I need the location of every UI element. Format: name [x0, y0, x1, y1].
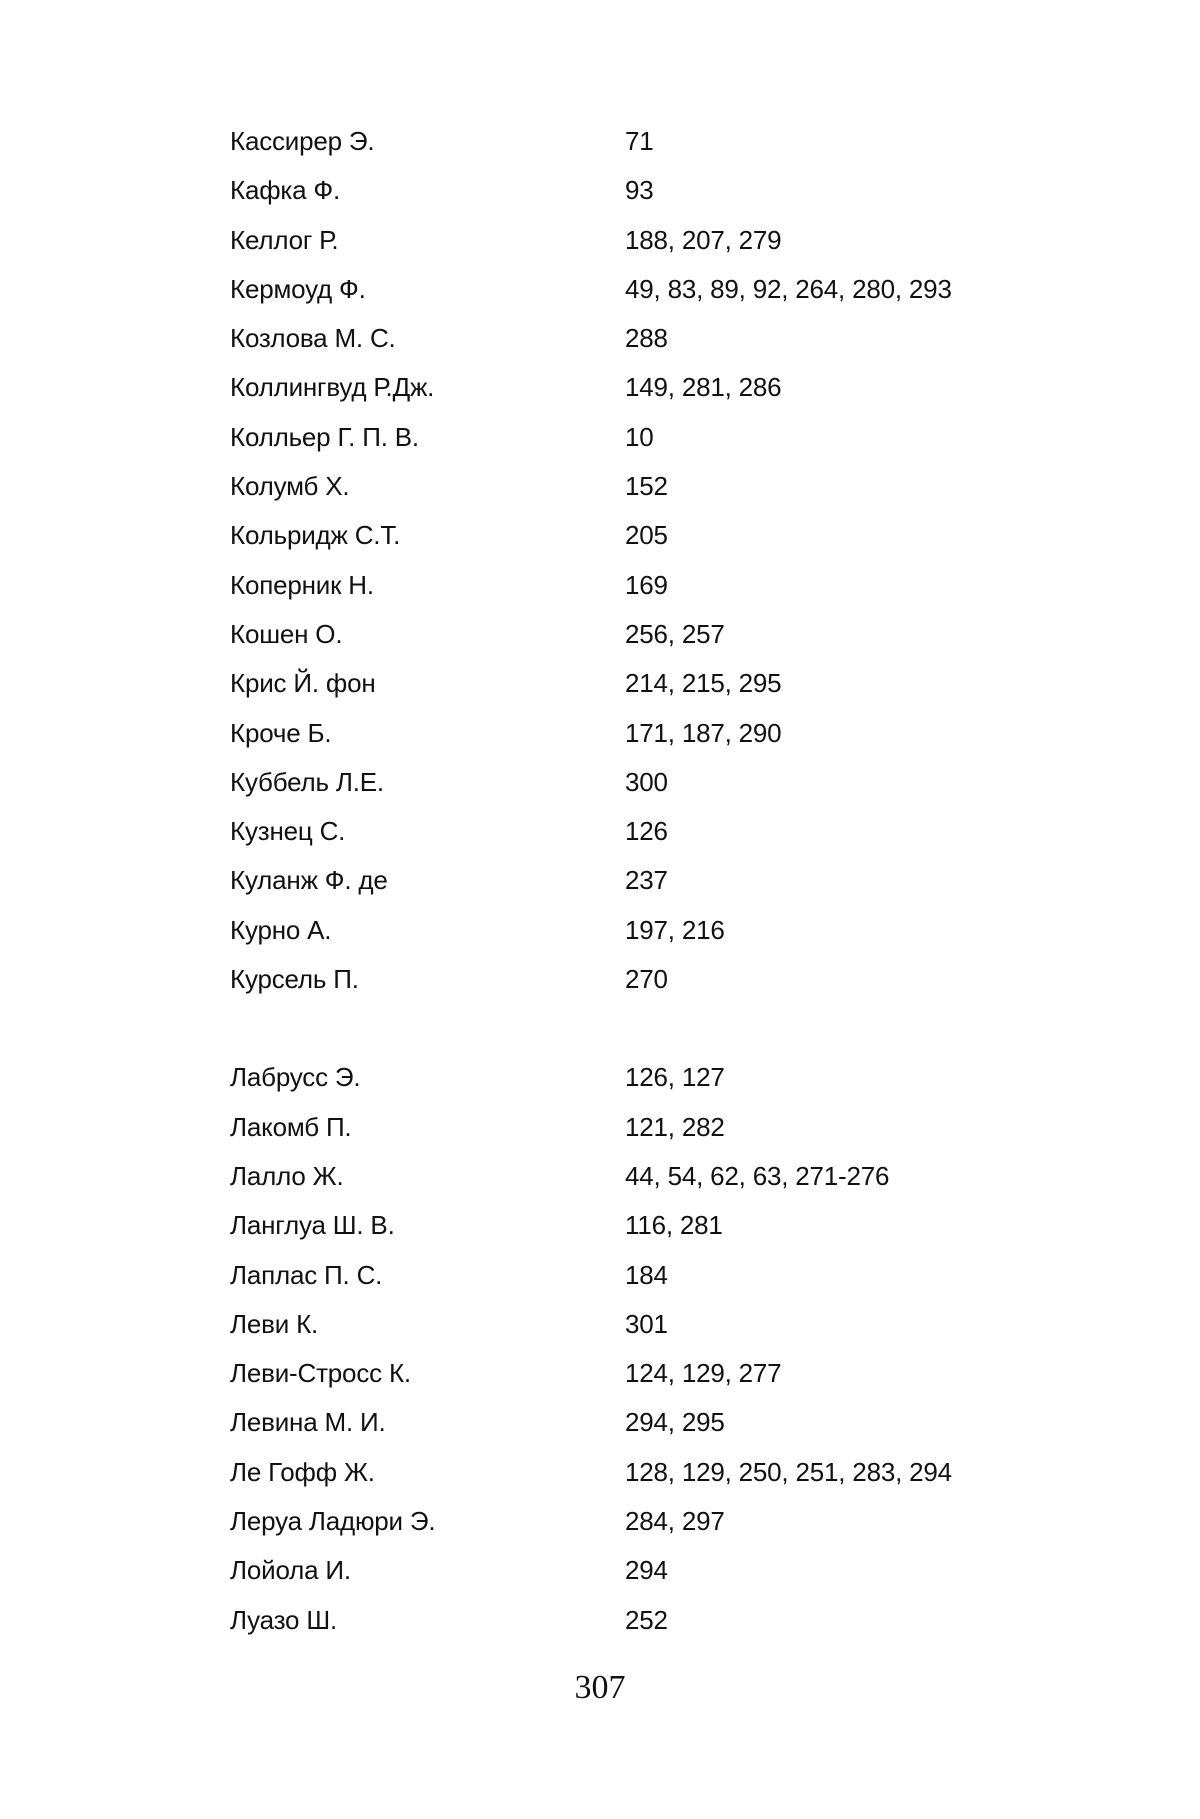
entry-name: Коперник Н. — [230, 569, 374, 600]
index-entry — [230, 1161, 1030, 1210]
entry-name: Курсель П. — [230, 964, 359, 995]
entry-name: Леруа Ладюри Э. — [230, 1506, 436, 1537]
entry-pages: 71 — [625, 126, 654, 156]
entry-pages: 184 — [625, 1259, 668, 1290]
index-entry — [230, 1358, 1030, 1407]
entry-pages: 126, 127 — [625, 1062, 725, 1093]
index-entry — [230, 964, 1030, 1013]
entry-name: Лаплас П. С. — [230, 1259, 383, 1290]
entry-name: Коллингвуд Р.Дж. — [230, 372, 435, 403]
entry-pages: 152 — [625, 471, 668, 502]
entry-name: Куланж Ф. де — [230, 865, 388, 896]
entry-name: Колумб Х. — [230, 471, 350, 502]
entry-pages: 214, 215, 295 — [625, 668, 782, 699]
entry-name: Крис Й. фон — [230, 668, 376, 699]
index-entry — [230, 570, 1030, 619]
entry-pages: 205 — [625, 520, 668, 551]
entry-pages: 149, 281, 286 — [625, 372, 782, 403]
index-entry — [230, 1112, 1030, 1161]
entry-name: Лалло Ж. — [230, 1160, 344, 1191]
index-entry — [230, 471, 1030, 520]
index-entry — [230, 1555, 1030, 1604]
entry-pages: 301 — [625, 1308, 668, 1339]
entry-pages: 197, 216 — [625, 914, 725, 945]
entry-pages: 270 — [625, 964, 668, 995]
index-group-l — [230, 1062, 1030, 1654]
entry-name: Кермоуд Ф. — [230, 273, 366, 304]
entry-pages: 188, 207, 279 — [625, 224, 782, 255]
entry-pages: 126 — [625, 816, 668, 847]
index-entry — [230, 619, 1030, 668]
index-entry — [230, 816, 1030, 865]
entry-name: Ланглуа Ш. В. — [230, 1210, 395, 1241]
entry-pages: 288 — [625, 323, 668, 354]
entry-pages: 169 — [625, 569, 668, 600]
entry-name: Лабрусс Э. — [230, 1062, 361, 1093]
entry-name: Левина М. И. — [230, 1407, 386, 1438]
entry-name: Ле Гофф Ж. — [230, 1456, 375, 1487]
entry-name: Колльер Г. П. В. — [230, 421, 419, 452]
entry-name: Кроче Б. — [230, 717, 332, 748]
entry-pages: 294 — [625, 1555, 668, 1586]
index-entry — [230, 718, 1030, 767]
entry-name: Кафка Ф. — [230, 175, 341, 206]
entry-name: Луазо Ш. — [230, 1604, 337, 1635]
index-entry — [230, 175, 1030, 224]
entry-pages: 294, 295 — [625, 1407, 725, 1438]
entry-pages: 121, 282 — [625, 1111, 725, 1142]
index-entry — [230, 323, 1030, 372]
entry-pages: 237 — [625, 865, 668, 896]
entry-name: Козлова М. С. — [230, 323, 396, 354]
entry-name: Куббель Л.Е. — [230, 766, 384, 797]
entry-pages: 300 — [625, 766, 668, 797]
entry-name: Келлог Р. — [230, 224, 339, 255]
entry-pages: 171, 187, 290 — [625, 717, 782, 748]
entry-name: Кошен О. — [230, 618, 343, 649]
index-entry — [230, 422, 1030, 471]
index-entry — [230, 1457, 1030, 1506]
entry-pages: 44, 54, 62, 63, 271-276 — [625, 1160, 890, 1191]
index-entry — [230, 1062, 1030, 1111]
index-entry — [230, 225, 1030, 274]
index-entry — [230, 668, 1030, 717]
entry-name: Леви-Стросс К. — [230, 1358, 411, 1389]
index-entry — [230, 767, 1030, 816]
name-index — [230, 126, 1030, 1654]
index-entry — [230, 1506, 1030, 1555]
index-entry — [230, 1260, 1030, 1309]
index-entry — [230, 1407, 1030, 1456]
index-entry — [230, 865, 1030, 914]
index-entry — [230, 1605, 1030, 1654]
index-entry — [230, 1309, 1030, 1358]
index-entry — [230, 520, 1030, 569]
entry-pages: 284, 297 — [625, 1506, 725, 1537]
entry-pages: 10 — [625, 421, 654, 452]
index-entry — [230, 126, 1030, 175]
index-entry — [230, 274, 1030, 323]
page-number: 307 — [574, 1669, 626, 1706]
entry-pages: 93 — [625, 175, 654, 206]
entry-name: Кузнец С. — [230, 816, 346, 847]
entry-pages: 124, 129, 277 — [625, 1358, 782, 1389]
entry-name: Курно А. — [230, 914, 332, 945]
entry-pages: 256, 257 — [625, 618, 725, 649]
entry-name: Лакомб П. — [230, 1111, 352, 1142]
entry-pages: 49, 83, 89, 92, 264, 280, 293 — [625, 273, 952, 304]
entry-pages: 116, 281 — [625, 1210, 723, 1241]
index-group-k — [230, 126, 1030, 1013]
entry-name: Леви К. — [230, 1308, 319, 1339]
entry-pages: 128, 129, 250, 251, 283, 294 — [625, 1456, 952, 1487]
index-entry — [230, 1210, 1030, 1259]
index-entry — [230, 372, 1030, 421]
index-entry — [230, 915, 1030, 964]
entry-name: Кассирер Э. — [230, 126, 375, 156]
entry-pages: 252 — [625, 1604, 668, 1635]
entry-name: Лойола И. — [230, 1555, 351, 1586]
entry-name: Кольридж С.Т. — [230, 520, 401, 551]
